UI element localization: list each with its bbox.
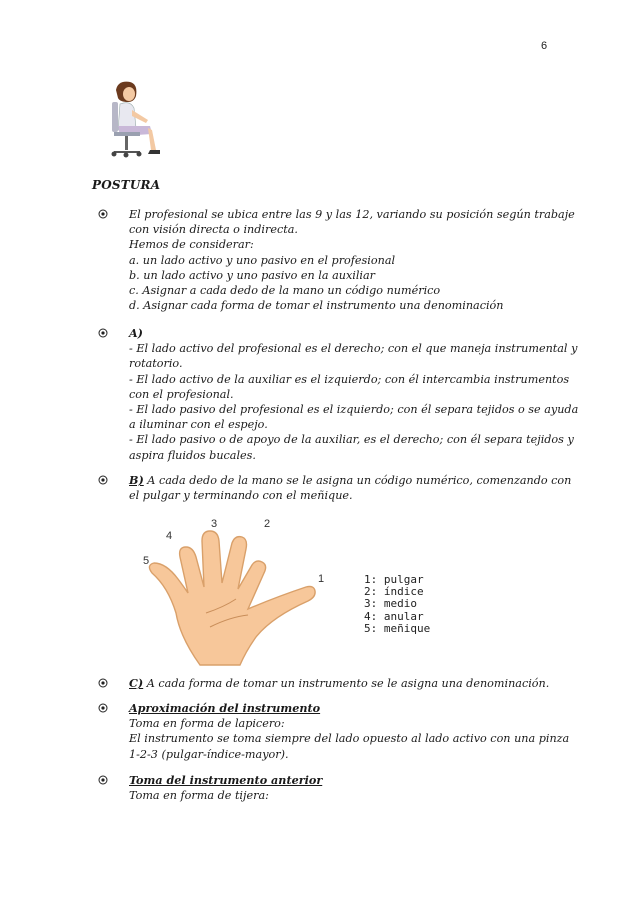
text-line: con el profesional. [129,387,234,401]
circle-dot-bullet-icon [98,678,108,688]
text-line: El instrumento se toma siempre del lado opuesto al lado activo con una pinza [129,732,570,746]
circle-dot-bullet-icon [98,775,108,785]
legend-item: 1: pulgar [364,573,424,586]
text-line: a. un lado activo y uno pasivo en el profesional [129,253,396,267]
legend-item: 3: medio [364,597,417,611]
text-line: - El lado activo del profesional es el derecho; con el que maneja instrumental y [129,342,578,356]
section-heading-postura: POSTURA [92,178,161,192]
bullet-item-toma-anterior [98,773,568,803]
bullet-item-b [98,473,572,503]
finger-number-3: 3 [211,518,218,530]
text-line: Hemos de considerar: [129,238,254,252]
finger-number-4: 4 [166,530,173,542]
bullet-item-a [98,326,579,463]
text-line: Toma en forma de tijera: [129,789,269,803]
page-number: 6 [541,40,548,52]
text-line: - El lado activo de la auxiliar es el izquierdo; con él intercambia instrumentos [129,372,570,386]
item-title: B) [129,473,144,487]
text-line: c. Asignar a cada dedo de la mano un código numérico [129,284,441,298]
item-title: Aproximación del instrumento [129,701,321,715]
text-line: 1-2-3 (pulgar-índice-mayor). [129,747,289,761]
text-line: d. Asignar cada forma de tomar el instrumento una denominación [129,299,504,313]
finger-number-2: 2 [264,518,271,530]
legend-item: 5: meñique [364,621,431,635]
text-line: el pulgar y terminando con el meñique. [129,489,353,503]
text-line: A cada forma de tomar un instrumento se le asigna una denominación. [143,677,550,690]
text-line: - El lado pasivo o de apoyo de la auxiliar, es el derecho; con él separa tejidos y [129,433,574,447]
text-line: aspira fluidos bucales. [129,448,256,462]
circle-dot-bullet-icon [98,209,108,219]
text-line: Toma en forma de lapicero: [129,717,285,731]
text-line: rotatorio. [129,357,183,371]
text-line: A cada dedo de la mano se le asigna un código numérico, comenzando con [143,474,572,487]
text-line: a iluminar con el espejo. [129,418,268,432]
text-line: - El lado pasivo del profesional es el izquierdo; con él separa tejidos o se ayuda [129,403,579,417]
bullet-item-postura [98,207,575,313]
finger-legend [364,574,430,635]
legend-item: 4: anular [364,609,424,623]
bullet-item-c [98,676,568,691]
text-line: con visión directa o indirecta. [129,223,298,237]
circle-dot-bullet-icon [98,475,108,485]
item-title: C) [129,676,144,690]
finger-number-1: 1 [318,573,325,585]
item-title: Toma del instrumento anterior [129,773,323,787]
text-line: b. un lado activo y uno pasivo en la auxiliar [129,268,376,282]
finger-number-5: 5 [143,555,150,567]
circle-dot-bullet-icon [98,328,108,338]
legend-item: 2: índice [364,585,424,599]
bullet-item-aproximacion [98,701,568,762]
text-line: El profesional se ubica entre las 9 y las 12, variando su posición según trabaje [129,208,575,221]
item-title: A) [129,326,143,340]
seated-person-illustration [104,80,174,162]
hand-shape [149,531,315,665]
circle-dot-bullet-icon [98,703,108,713]
